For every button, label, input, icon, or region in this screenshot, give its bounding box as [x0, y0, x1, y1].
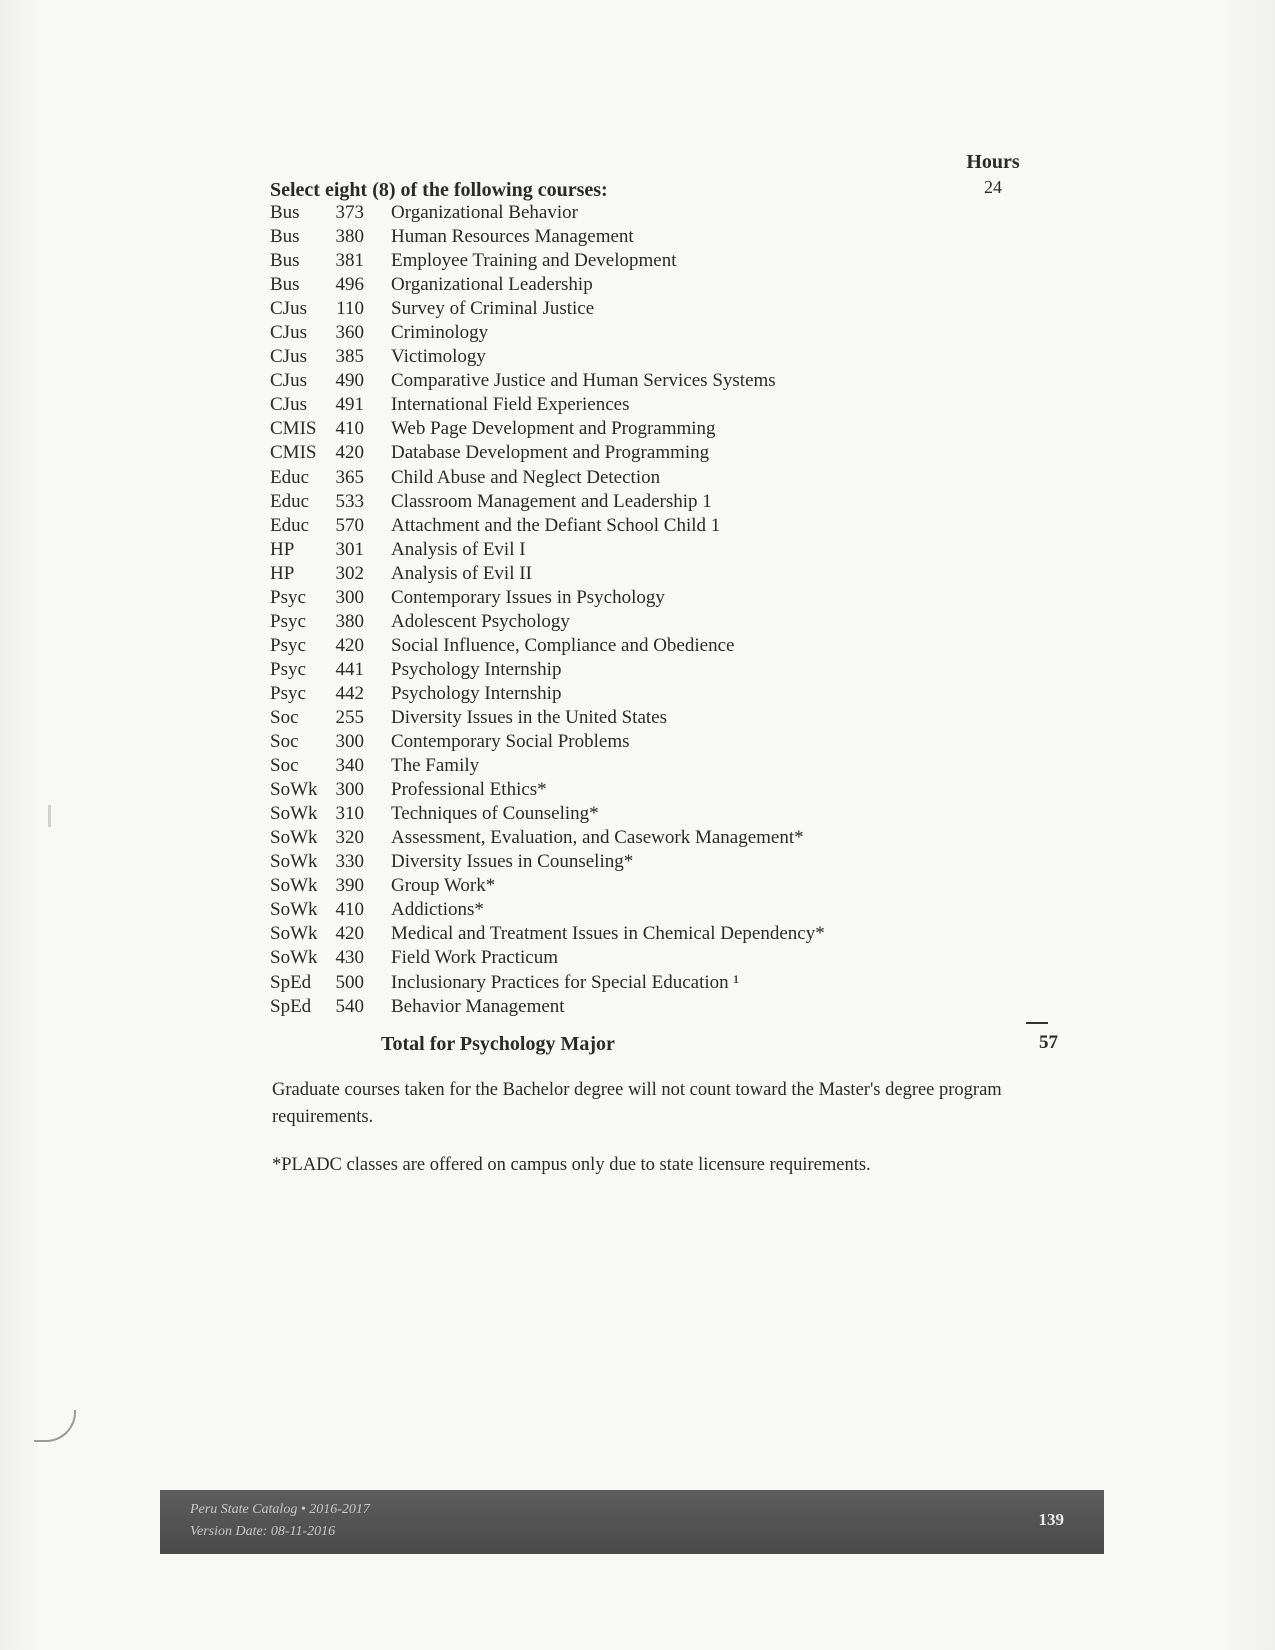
course-dept: Soc: [270, 707, 299, 728]
course-row: [270, 874, 870, 898]
course-row: [270, 658, 870, 682]
course-number: 300: [335, 586, 364, 608]
course-number: 410: [335, 899, 364, 921]
course-row: [270, 682, 870, 706]
course-number: 390: [335, 875, 364, 897]
course-row: [270, 754, 870, 778]
course-title: Survey of Criminal Justice: [391, 298, 595, 320]
course-number: 365: [335, 466, 364, 488]
hours-header: Hours: [966, 151, 1020, 173]
course-dept: Educ: [270, 514, 310, 536]
course-number: 310: [335, 803, 364, 825]
course-dept: HP: [270, 562, 295, 584]
course-dept: Psyc: [270, 610, 306, 632]
course-number: 385: [335, 346, 364, 368]
course-title: Social Influence, Compliance and Obedience: [391, 634, 735, 656]
course-dept: SoWk: [270, 827, 318, 849]
course-number: 420: [335, 634, 364, 656]
course-title: Assessment, Evaluation, and Casework Management*: [391, 827, 804, 849]
course-row: [270, 538, 870, 562]
hours-value: 24: [984, 177, 1002, 197]
course-dept: SoWk: [270, 803, 318, 825]
course-row: [270, 971, 870, 995]
footer-bar: [160, 1490, 1104, 1554]
course-row: [270, 634, 870, 658]
course-title: Inclusionary Practices for Special Education ¹: [391, 971, 740, 993]
footer-catalog-line: Peru State Catalog • 2016-2017: [190, 1502, 370, 1517]
course-dept: CMIS: [270, 442, 317, 464]
course-row: [270, 826, 870, 850]
course-title: Contemporary Social Problems: [391, 731, 630, 753]
course-number: 381: [335, 250, 364, 272]
course-dept: SoWk: [270, 779, 318, 801]
course-row: [270, 273, 870, 297]
course-row: [270, 706, 870, 730]
course-row: [270, 562, 870, 586]
course-row: [270, 802, 870, 826]
course-title: Analysis of Evil II: [391, 562, 532, 584]
course-number: 441: [335, 658, 364, 680]
course-title: Database Development and Programming: [391, 442, 710, 464]
footer-version-line: Version Date: 08-11-2016: [190, 1524, 336, 1539]
course-number: 255: [335, 707, 364, 728]
page-number: 139: [1038, 1510, 1064, 1529]
course-title: Contemporary Issues in Psychology: [391, 586, 665, 608]
course-title: Group Work*: [391, 875, 496, 897]
course-number: 420: [335, 923, 364, 945]
course-dept: CJus: [270, 394, 307, 416]
course-number: 300: [335, 779, 364, 801]
course-title: Criminology: [391, 322, 489, 344]
course-row: [270, 466, 870, 490]
course-row: [270, 946, 870, 970]
course-title: Behavior Management: [391, 995, 565, 1017]
course-title: Techniques of Counseling*: [391, 803, 599, 825]
course-row: [270, 393, 870, 417]
course-row: [270, 922, 870, 946]
course-number: 330: [335, 851, 364, 873]
course-number: 500: [335, 971, 364, 993]
course-row: [270, 297, 870, 321]
course-number: 410: [335, 418, 364, 440]
course-row: [270, 345, 870, 369]
course-number: 496: [335, 274, 364, 296]
course-number: 442: [335, 682, 364, 704]
course-title: The Family: [391, 755, 480, 777]
course-number: 301: [335, 538, 364, 560]
binder-hole-mark: [48, 805, 51, 827]
course-dept: SoWk: [270, 899, 318, 921]
course-title: Victimology: [391, 346, 486, 368]
course-dept: SoWk: [270, 851, 318, 873]
course-row: [270, 995, 870, 1019]
graduate-courses-note: Graduate courses taken for the Bachelor degree will not count toward the Master's degree program requirements.: [272, 1080, 1002, 1127]
course-number: 491: [335, 394, 364, 416]
course-dept: Bus: [270, 226, 300, 248]
course-number: 570: [335, 514, 364, 536]
course-row: [270, 490, 870, 514]
course-dept: CJus: [270, 322, 307, 344]
course-title: Field Work Practicum: [391, 947, 558, 969]
course-number: 302: [335, 562, 364, 584]
course-row: [270, 778, 870, 802]
course-dept: Psyc: [270, 586, 306, 608]
course-dept: CJus: [270, 298, 307, 320]
course-title: Analysis of Evil I: [391, 538, 526, 560]
course-dept: CJus: [270, 346, 307, 368]
course-number: 490: [335, 370, 364, 392]
course-title: Organizational Behavior: [391, 202, 578, 224]
course-dept: CJus: [270, 370, 307, 392]
course-title: Psychology Internship: [391, 682, 562, 704]
course-title: Employee Training and Development: [391, 250, 677, 272]
course-dept: Bus: [270, 274, 300, 296]
course-title: Addictions*: [391, 899, 484, 921]
course-row: [270, 201, 870, 225]
course-row: [270, 441, 870, 465]
select-courses-heading: Select eight (8) of the following courses:: [270, 179, 608, 201]
total-rule: [1026, 1022, 1048, 1024]
course-number: 420: [335, 442, 364, 464]
course-dept: Psyc: [270, 634, 306, 656]
course-title: Child Abuse and Neglect Detection: [391, 466, 661, 488]
course-dept: HP: [270, 538, 295, 560]
course-number: 533: [335, 490, 364, 512]
course-title: Classroom Management and Leadership 1: [391, 490, 712, 512]
course-title: Human Resources Management: [391, 226, 634, 248]
course-row: [270, 610, 870, 634]
course-title: Medical and Treatment Issues in Chemical Dependency*: [391, 923, 825, 945]
course-dept: Psyc: [270, 658, 306, 680]
course-row: [270, 369, 870, 393]
course-title: Organizational Leadership: [391, 274, 593, 296]
course-row: [270, 225, 870, 249]
course-row: [270, 249, 870, 273]
course-title: International Field Experiences: [391, 394, 630, 416]
course-number: 540: [335, 995, 364, 1017]
course-dept: Psyc: [270, 682, 306, 704]
course-dept: SoWk: [270, 947, 318, 969]
course-title: Diversity Issues in the United States: [391, 707, 667, 728]
course-dept: Soc: [270, 731, 299, 753]
course-title: Professional Ethics*: [391, 779, 547, 801]
course-dept: CMIS: [270, 418, 317, 440]
pladc-note: *PLADC classes are offered on campus only due to state licensure requirements.: [272, 1155, 871, 1175]
course-dept: SoWk: [270, 875, 318, 897]
course-row: [270, 514, 870, 538]
course-number: 300: [335, 731, 364, 753]
course-dept: Educ: [270, 466, 310, 488]
course-number: 320: [335, 827, 364, 849]
course-number: 340: [335, 755, 364, 777]
course-dept: Soc: [270, 755, 299, 777]
course-number: 110: [336, 298, 364, 320]
course-number: 373: [335, 202, 364, 224]
course-title: Psychology Internship: [391, 658, 562, 680]
course-dept: Bus: [270, 250, 300, 272]
hours-column: [938, 149, 1048, 199]
total-label: Total for Psychology Major: [381, 1033, 615, 1055]
course-list: [270, 201, 870, 1019]
course-dept: Educ: [270, 490, 310, 512]
course-dept: SpEd: [270, 995, 312, 1017]
course-dept: SoWk: [270, 923, 318, 945]
course-dept: SpEd: [270, 971, 312, 993]
course-row: [270, 898, 870, 922]
course-title: Web Page Development and Programming: [391, 418, 716, 440]
course-number: 360: [335, 322, 364, 344]
course-dept: Bus: [270, 202, 300, 224]
course-title: Diversity Issues in Counseling*: [391, 851, 634, 873]
course-row: [270, 586, 870, 610]
course-number: 430: [335, 947, 364, 969]
course-row: [270, 417, 870, 441]
course-row: [270, 321, 870, 345]
course-title: Attachment and the Defiant School Child 1: [391, 514, 721, 536]
course-row: [270, 850, 870, 874]
course-number: 380: [335, 610, 364, 632]
course-number: 380: [335, 226, 364, 248]
course-title: Adolescent Psychology: [391, 610, 570, 632]
course-title: Comparative Justice and Human Services Systems: [391, 370, 776, 392]
total-value: 57: [1039, 1032, 1058, 1053]
course-row: [270, 730, 870, 754]
